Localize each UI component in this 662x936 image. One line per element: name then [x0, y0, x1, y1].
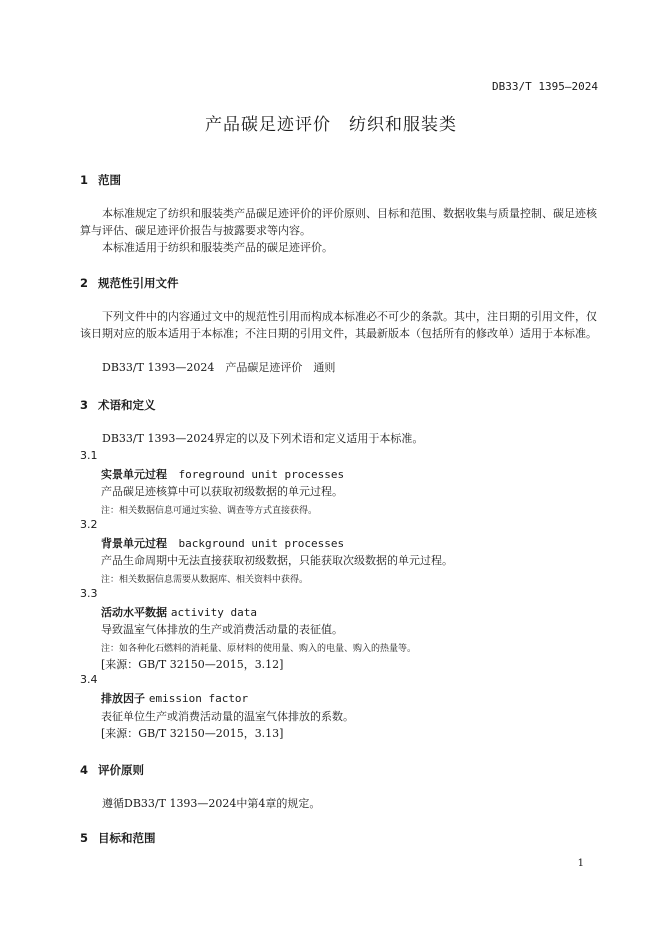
term-number: 3.2 [80, 518, 98, 531]
section-5-heading [80, 830, 156, 846]
section-3-heading [80, 397, 156, 413]
term-definition: 表征单位生产或消费活动量的温室气体排放的系数。 [101, 710, 354, 723]
section-1-heading [80, 172, 121, 188]
paragraph: 本标准规定了纺织和服装类产品碳足迹评价的评价原则、目标和范围、数据收集与质量控制、碳足迹核算与评估、碳足迹评价报告与披露要求等内容。 [80, 207, 597, 237]
section-number: 4 [80, 763, 89, 777]
paragraph: 本标准适用于纺织和服装类产品的碳足迹评价。 [102, 241, 333, 254]
paragraph: 下列文件中的内容通过文中的规范性引用而构成本标准必不可少的条款。其中，注日期的引用文件，仅该日期对应的版本适用于本标准；不注日期的引用文件，其最新版本（包括所有的修改单）适用于本标准。 [80, 310, 597, 340]
term-title [101, 604, 257, 620]
term-english: foreground unit processes [178, 468, 345, 481]
paragraph: 遵循DB33/T 1393—2024中第4章的规定。 [102, 797, 321, 810]
term-english: background unit processes [178, 537, 345, 550]
section-title: 范围 [98, 173, 121, 187]
term-note: 注：如各种化石燃料的消耗量、原材料的使用量、购入的电量、购入的热量等。 [101, 644, 417, 654]
section-number: 1 [80, 173, 89, 187]
term-source: [来源：GB/T 32150—2015，3.12] [101, 658, 284, 671]
term-chinese: 实景单元过程 [101, 468, 167, 481]
section-number: 5 [80, 831, 89, 845]
term-source: [来源：GB/T 32150—2015，3.13] [101, 727, 284, 740]
normative-reference: DB33/T 1393—2024 产品碳足迹评价 通则 [102, 361, 336, 374]
term-title [101, 466, 344, 482]
page-title: 产品碳足迹评价 纺织和服装类 [205, 115, 457, 135]
term-definition: 产品生命周期中无法直接获取初级数据，只能获取次级数据的单元过程。 [101, 554, 453, 567]
term-chinese: 背景单元过程 [101, 537, 167, 550]
term-number: 3.3 [80, 587, 98, 600]
section-4-heading [80, 762, 144, 778]
page-number: 1 [577, 858, 584, 869]
section-number: 3 [80, 398, 89, 412]
term-title [101, 535, 344, 551]
section-2-heading [80, 275, 179, 291]
term-number: 3.4 [80, 673, 98, 686]
term-definition: 产品碳足迹核算中可以获取初级数据的单元过程。 [101, 485, 343, 498]
term-chinese: 活动水平数据 [101, 606, 167, 619]
term-title [101, 690, 248, 706]
section-title: 评价原则 [98, 763, 144, 777]
term-chinese: 排放因子 [101, 692, 145, 705]
term-note: 注：相关数据信息需要从数据库、相关资料中获得。 [101, 575, 309, 585]
term-note: 注：相关数据信息可通过实验、调查等方式直接获得。 [101, 506, 318, 516]
section-title: 术语和定义 [98, 398, 156, 412]
section-title: 规范性引用文件 [98, 276, 179, 290]
term-english: emission factor [148, 692, 249, 705]
document-number: DB33/T 1395—2024 [492, 80, 598, 93]
term-number: 3.1 [80, 449, 98, 462]
paragraph: DB33/T 1393—2024界定的以及下列术语和定义适用于本标准。 [102, 432, 424, 445]
term-definition: 导致温室气体排放的生产或消费活动量的表征值。 [101, 623, 343, 636]
section-number: 2 [80, 276, 89, 290]
section-title: 目标和范围 [98, 831, 156, 845]
term-english: activity data [170, 606, 257, 619]
